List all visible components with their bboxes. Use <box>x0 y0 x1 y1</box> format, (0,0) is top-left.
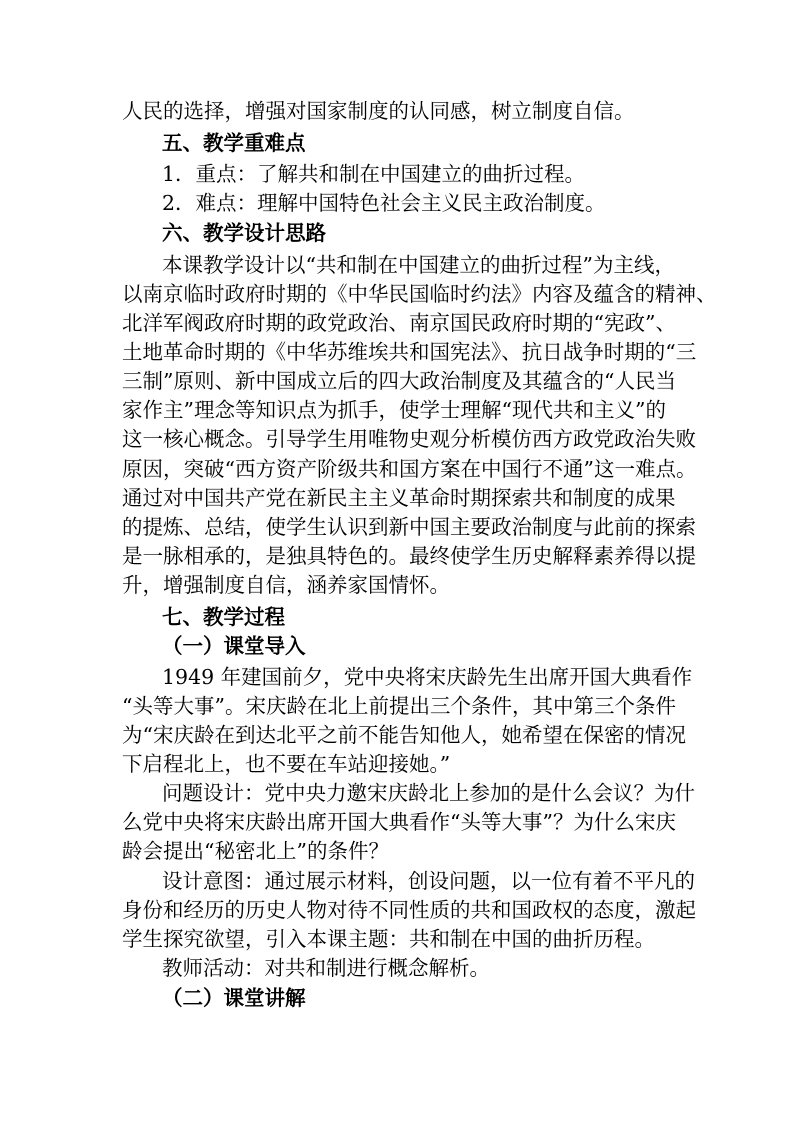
text-line: 家作主”理念等知识点为抓手，使学士理解“现代共和主义”的 <box>122 398 666 422</box>
text-line: 这一核心概念。引导学生用唯物史观分析模仿西方政党政治失败 <box>122 427 696 451</box>
text-line: 么党中央将宋庆龄出席开国大典看作“头等大事”？为什么宋庆 <box>122 810 676 834</box>
text-line: 的提炼、总结，使学生认识到新中国主要政治制度与此前的探索 <box>122 515 696 539</box>
text-line: 问题设计：党中央力邀宋庆龄北上参加的是什么会议？为什 <box>162 781 695 805</box>
list-item-key-point: 1．重点：了解共和制在中国建立的曲折过程。 <box>162 162 586 186</box>
text-line: 三制”原则、新中国成立后的四大政治制度及其蕴含的“人民当 <box>122 369 676 393</box>
text-line: 原因，突破“西方资产阶级共和国方案在中国行不通”这一难点。 <box>122 457 697 481</box>
text-line: 学生探究欲望，引入本课主题：共和制在中国的曲折历程。 <box>122 927 655 951</box>
text-line: 本课教学设计以“共和制在中国建立的曲折过程”为主线， <box>162 253 675 277</box>
section-heading-key-difficult-points: 五、教学重难点 <box>162 131 306 155</box>
subsection-heading-introduction: （一）课堂导入 <box>162 634 306 658</box>
list-item-difficult-point: 2．难点：理解中国特色社会主义民主政治制度。 <box>162 191 606 215</box>
text-line: 设计意图：通过展示材料，创设问题，以一位有着不平凡的 <box>162 869 695 893</box>
text-line: 是一脉相承的，是独具特色的。最终使学生历史解释素养得以提 <box>122 544 696 568</box>
text-line: 身份和经历的历史人物对待不同性质的共和国政权的态度，激起 <box>122 898 696 922</box>
text-line: 通过对中国共产党在新民主主义革命时期探索共和制度的成果 <box>122 486 676 510</box>
text-line: 为“宋庆龄在到达北平之前不能告知他人，她希望在保密的情况 <box>122 723 686 747</box>
text-line: 教师活动：对共和制进行概念解析。 <box>162 956 490 980</box>
paragraph-continuation: 人民的选择，增强对国家制度的认同感，树立制度自信。 <box>122 99 635 123</box>
subsection-heading-lecture: （二）课堂讲解 <box>162 986 306 1010</box>
text-line: “头等大事”。宋庆龄在北上前提出三个条件，其中第三个条件 <box>122 694 676 718</box>
text-line: 龄会提出“秘密北上”的条件？ <box>122 839 389 863</box>
text-line: 北洋军阀政府时期的政党政治、南京国民政府时期的“宪政”、 <box>122 311 676 335</box>
text-line: 下启程北上，也不要在车站迎接她。” <box>122 752 451 776</box>
text-line: 升，增强制度自信，涵养家国情怀。 <box>122 573 450 597</box>
text-line: 1949 年建国前夕，党中央将宋庆龄先生出席开国大典看作 <box>162 665 693 689</box>
text-line: 土地革命时期的《中华苏维埃共和国宪法》、抗日战争时期的“三 <box>122 340 697 364</box>
section-heading-teaching-process: 七、教学过程 <box>162 605 285 629</box>
text-line: 以南京临时政府时期的《中华民国临时约法》内容及蕴含的精神、 <box>122 282 717 306</box>
section-heading-design-idea: 六、教学设计思路 <box>162 221 326 245</box>
